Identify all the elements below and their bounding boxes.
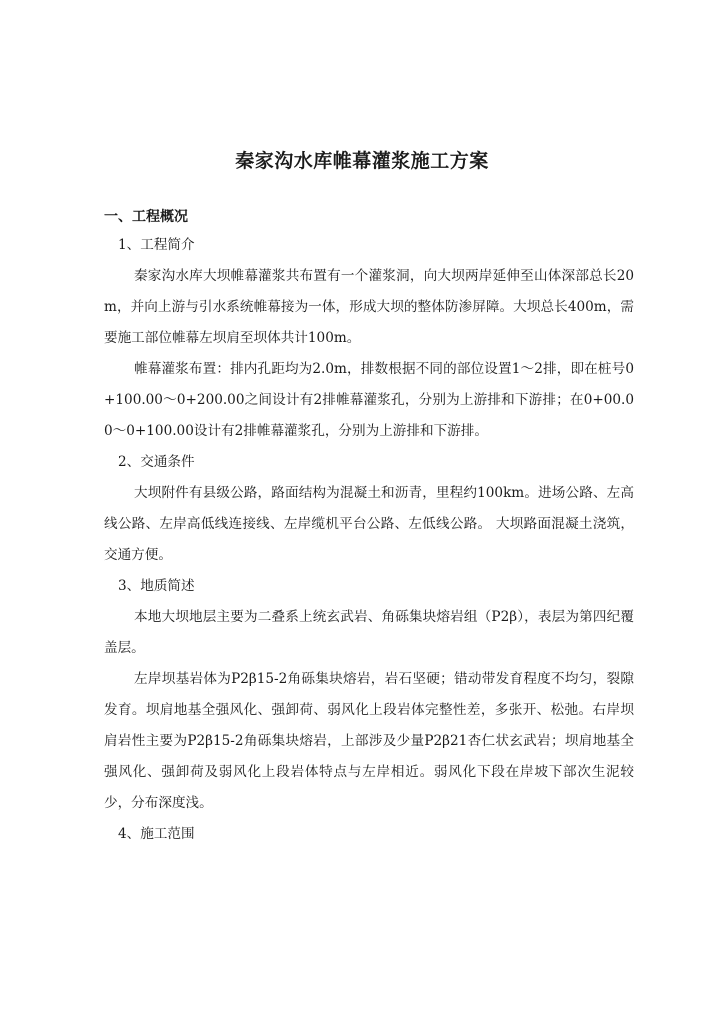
paragraph-curtain-layout: 帷幕灌浆布置：排内孔距均为2.0m，排数根据不同的部位设置1～2排，即在桩号0+100.00～0+200.00之间设计有2排帷幕灌浆孔，分别为上游排和下游排；在0+00.00～0+100.00设计有2排帷幕灌浆孔，分别为上游排和下游排。 <box>104 361 634 439</box>
subheading-project-intro: 1、工程简介 <box>118 237 195 253</box>
paragraph-geology-strata: 本地大坝地层主要为二叠系上统玄武岩、角砾集块熔岩组（P2β），表层为第四纪覆盖层。 <box>104 609 634 656</box>
document-title: 秦家沟水库帷幕灌浆施工方案 <box>235 150 489 172</box>
subheading-traffic: 2、交通条件 <box>118 454 195 470</box>
paragraph-traffic: 大坝附件有县级公路，路面结构为混凝土和沥青，里程约100km。进场公路、左高线公路、左岸高低线连接线、左岸缆机平台公路、左低线公路。 大坝路面混凝土浇筑，交通方便。 <box>104 485 634 563</box>
section-heading-project-overview: 一、工程概况 <box>104 209 188 225</box>
subheading-construction-scope: 4、施工范围 <box>118 826 195 842</box>
paragraph-geology-banks: 左岸坝基岩体为P2β15-2角砾集块熔岩，岩石坚硬；错动带发育程度不均匀，裂隙发育。坝肩地基全强风化、强卸荷、弱风化上段岩体完整性差，多张开、松弛。右岸坝肩岩性主要为P2β15-2角砾集块熔岩，上部涉及少量P2β21杏仁状玄武岩；坝肩地基全强风化、强卸荷及弱风化上段岩体特点与左岸相近。弱风化下段在岸坡下部次生泥较少，分布深度浅。 <box>104 671 634 811</box>
paragraph-project-intro: 秦家沟水库大坝帷幕灌浆共布置有一个灌浆洞，向大坝两岸延伸至山体深部总长20m，并向上游与引水系统帷幕接为一体，形成大坝的整体防渗屏障。大坝总长400m，需要施工部位帷幕左坝肩至坝体共计100m。 <box>104 268 634 346</box>
subheading-geology: 3、地质简述 <box>118 578 195 594</box>
document-body <box>104 230 634 850</box>
